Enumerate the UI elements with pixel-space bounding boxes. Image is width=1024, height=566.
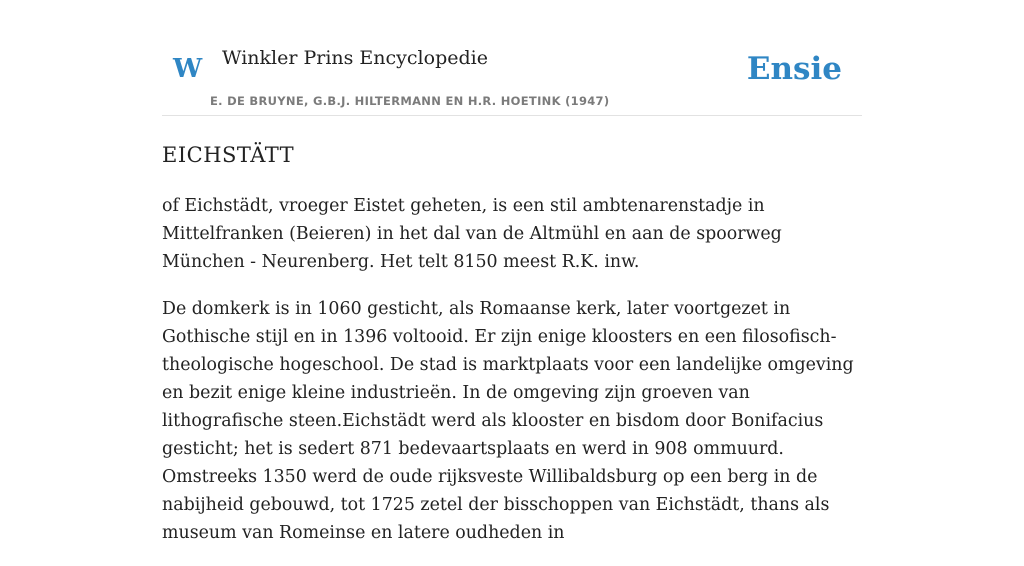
article-body [162, 192, 867, 566]
publication-title[interactable]: Winkler Prins Encyclopedie [222, 47, 488, 69]
article-title: EICHSTÄTT [162, 143, 295, 167]
publication-authors: E. DE BRUYNE, G.B.J. HILTERMANN EN H.R. HOETINK (1947) [210, 94, 610, 108]
page [162, 0, 862, 543]
encyclopedia-logo-w[interactable]: W [173, 54, 203, 84]
site-header [162, 0, 862, 116]
article-paragraph: De domkerk is in 1060 gesticht, als Romaanse kerk, later voortgezet in Gothische stijl en in 1396 voltooid. Er zijn enige kloosters en een filosofisch-theologische hogeschool. De stad is marktplaats voor een landelijke omgeving en bezit enige kleine industrieën. In de omgeving zijn groeven van lithografische steen.Eichstädt werd als klooster en bisdom door Bonifacius gesticht; het is sedert 871 bedevaartsplaats en werd in 908 ommuurd. Omstreeks 1350 werd de oude rijksveste Willibaldsburg op een berg in de nabijheid gebouwd, tot 1725 zetel der bisschoppen van Eichstädt, thans als museum van Romeinse en latere oudheden in [162, 299, 854, 543]
article-paragraph: of Eichstädt, vroeger Eistet geheten, is een stil ambtenarenstadje in Mittelfranken (Beieren) in het dal van de Altmühl en aan de spoorweg München - Neurenberg. Het telt 8150 meest R.K. inw. [162, 196, 782, 272]
ensie-logo[interactable]: Ensie [746, 51, 842, 87]
